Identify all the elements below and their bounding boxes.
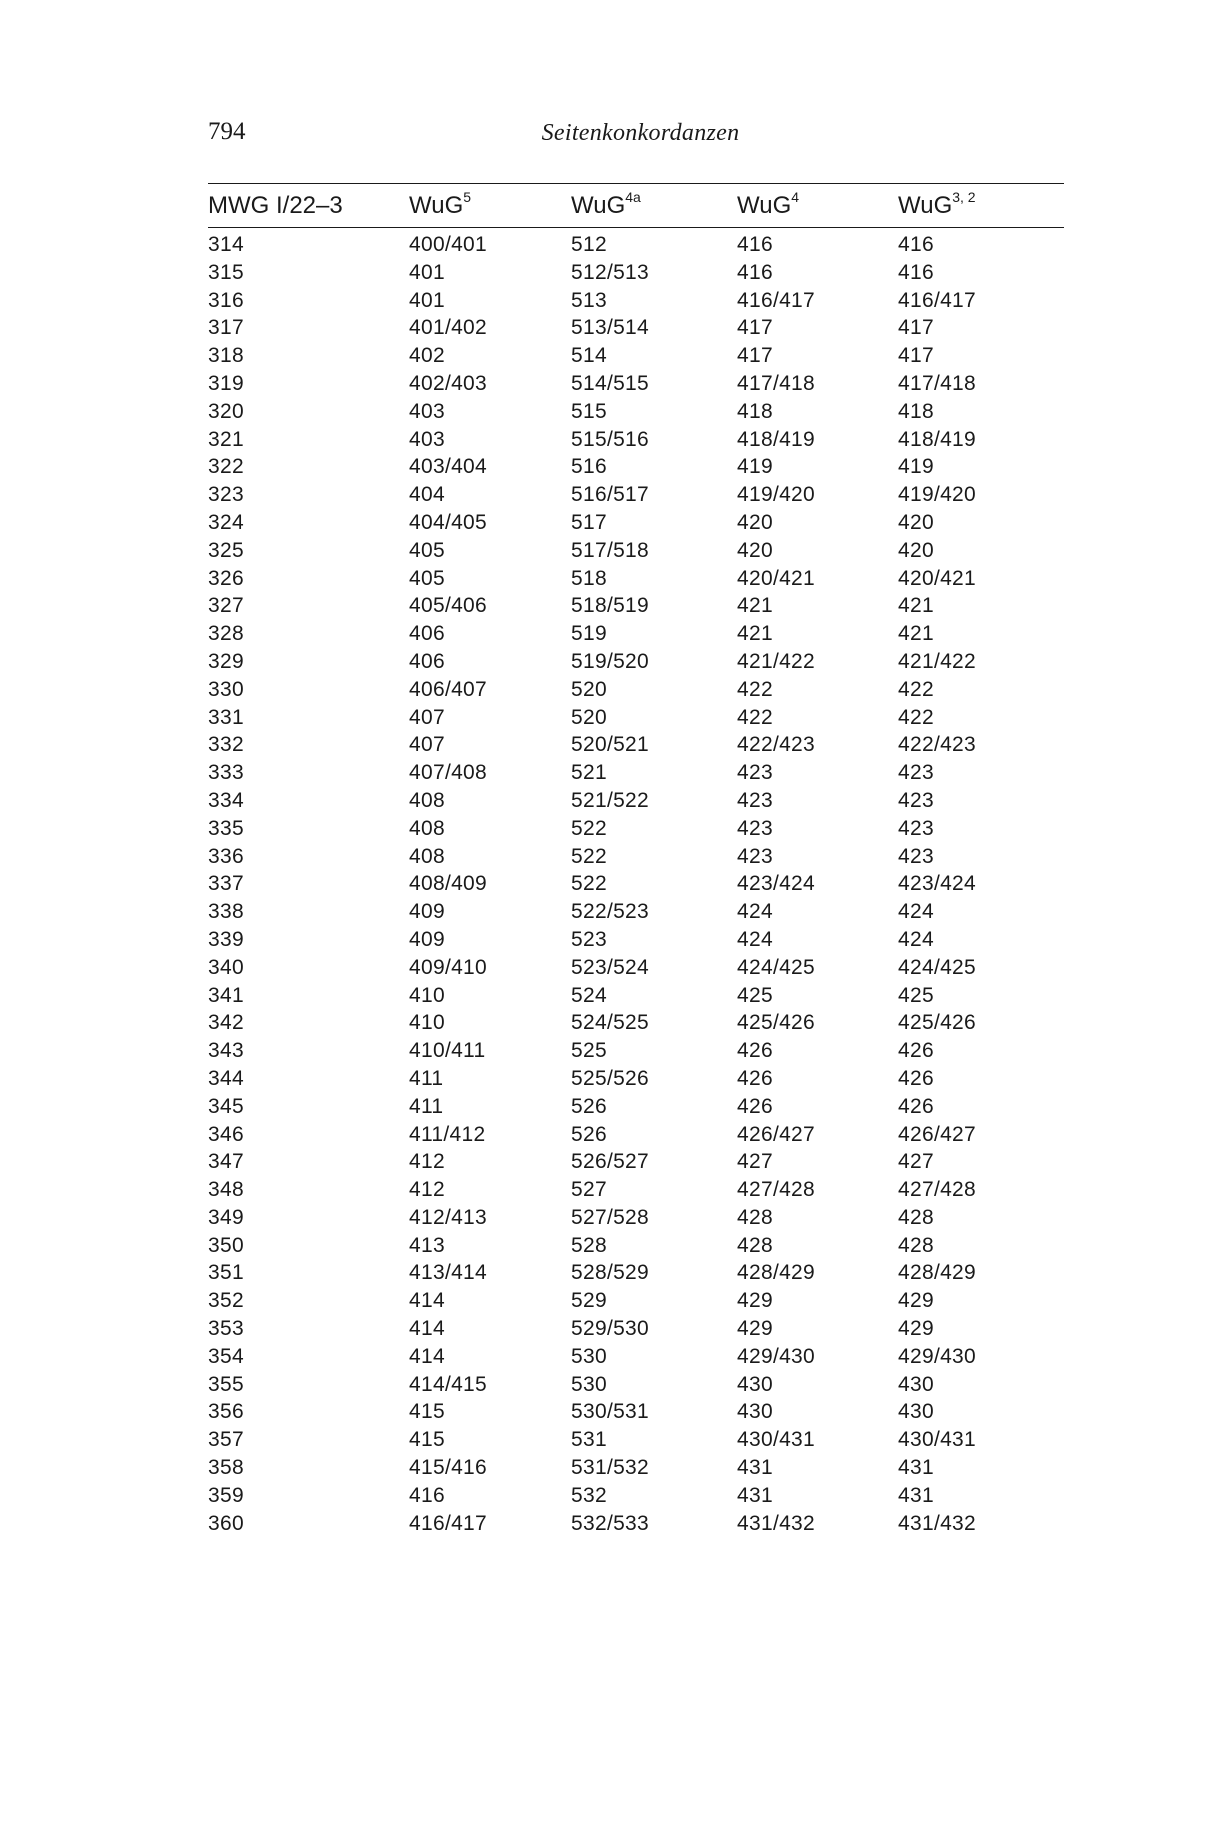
table-row (0, 594, 1221, 622)
table-row (0, 289, 1221, 317)
wug5-page-cell: 410 (409, 983, 445, 1007)
mwg-page-cell: 351 (208, 1261, 244, 1285)
wug4a-page-cell: 523/524 (571, 955, 650, 979)
wug3-2-page-cell: 428/429 (898, 1261, 977, 1285)
mwg-page-cell: 330 (208, 677, 244, 701)
wug4-page-cell: 431/432 (737, 1511, 816, 1535)
wug4a-page-cell: 520 (571, 677, 607, 701)
page-number: 794 (208, 118, 246, 145)
table-header-rule (208, 227, 1064, 228)
wug4a-page-cell: 523 (571, 927, 607, 951)
wug4a-page-cell: 525/526 (571, 1066, 650, 1090)
table-row (0, 1123, 1221, 1151)
wug4-page-cell: 430/431 (737, 1428, 816, 1452)
table-row (0, 1345, 1221, 1373)
wug4-page-cell: 419/420 (737, 483, 816, 507)
mwg-page-cell: 333 (208, 761, 244, 785)
table-row (0, 483, 1221, 511)
table-row (0, 1317, 1221, 1345)
wug5-page-cell: 402/403 (409, 371, 488, 395)
wug4a-page-cell: 516 (571, 455, 607, 479)
mwg-page-cell: 325 (208, 538, 244, 562)
table-row (0, 1095, 1221, 1123)
wug4a-page-cell: 529/530 (571, 1317, 650, 1341)
mwg-page-cell: 322 (208, 455, 244, 479)
mwg-page-cell: 344 (208, 1066, 244, 1090)
column-header-wug4a: WuG$^{4a}$ (571, 189, 641, 219)
mwg-page-cell: 343 (208, 1039, 244, 1063)
mwg-page-cell: 346 (208, 1122, 244, 1146)
wug5-page-cell: 416 (409, 1483, 445, 1507)
table-row (0, 622, 1221, 650)
wug5-page-cell: 415 (409, 1428, 445, 1452)
mwg-page-cell: 353 (208, 1317, 244, 1341)
wug5-page-cell: 408 (409, 816, 445, 840)
column-header-wug4: WuG$^4$ (737, 189, 800, 219)
wug3-2-page-cell: 429/430 (898, 1344, 977, 1368)
wug3-2-page-cell: 420 (898, 538, 934, 562)
wug3-2-page-cell: 430 (898, 1372, 934, 1396)
wug5-page-cell: 401/402 (409, 316, 488, 340)
mwg-page-cell: 336 (208, 844, 244, 868)
wug4a-page-cell: 521 (571, 761, 607, 785)
table-row (0, 567, 1221, 595)
table-row (0, 1512, 1221, 1540)
mwg-page-cell: 319 (208, 371, 244, 395)
wug4a-page-cell: 515/516 (571, 427, 650, 451)
mwg-page-cell: 355 (208, 1372, 244, 1396)
wug3-2-page-cell: 426 (898, 1094, 934, 1118)
mwg-page-cell: 317 (208, 316, 244, 340)
wug5-page-cell: 413/414 (409, 1261, 488, 1285)
wug3-2-page-cell: 429 (898, 1289, 934, 1313)
wug4a-page-cell: 517 (571, 510, 607, 534)
wug3-2-page-cell: 418 (898, 399, 934, 423)
wug4a-page-cell: 532/533 (571, 1511, 650, 1535)
wug4-page-cell: 423 (737, 816, 773, 840)
wug4-page-cell: 421 (737, 594, 773, 618)
mwg-page-cell: 326 (208, 566, 244, 590)
wug5-page-cell: 406 (409, 649, 445, 673)
wug4-page-cell: 431 (737, 1483, 773, 1507)
wug4a-page-cell: 527/528 (571, 1205, 650, 1229)
wug5-page-cell: 406 (409, 622, 445, 646)
wug3-2-page-cell: 428 (898, 1205, 934, 1229)
wug4-page-cell: 420 (737, 510, 773, 534)
wug3-2-page-cell: 423/424 (898, 872, 977, 896)
wug4a-page-cell: 522 (571, 872, 607, 896)
wug4-page-cell: 426 (737, 1039, 773, 1063)
mwg-page-cell: 335 (208, 816, 244, 840)
table-row (0, 1261, 1221, 1289)
mwg-page-cell: 354 (208, 1344, 244, 1368)
wug4-page-cell: 422 (737, 705, 773, 729)
table-row (0, 1289, 1221, 1317)
wug4a-page-cell: 526/527 (571, 1150, 650, 1174)
wug4-page-cell: 416/417 (737, 288, 816, 312)
wug4a-page-cell: 531 (571, 1428, 607, 1452)
table-row (0, 539, 1221, 567)
table-row (0, 761, 1221, 789)
mwg-page-cell: 321 (208, 427, 244, 451)
wug5-page-cell: 410/411 (409, 1039, 486, 1063)
wug3-2-page-cell: 426 (898, 1066, 934, 1090)
wug4-page-cell: 422 (737, 677, 773, 701)
wug5-page-cell: 408 (409, 788, 445, 812)
wug5-page-cell: 404/405 (409, 510, 488, 534)
mwg-page-cell: 327 (208, 594, 244, 618)
table-row (0, 1428, 1221, 1456)
table-row (0, 1234, 1221, 1262)
wug4a-page-cell: 530 (571, 1344, 607, 1368)
wug4-page-cell: 417/418 (737, 371, 816, 395)
wug4-page-cell: 428/429 (737, 1261, 816, 1285)
column-header-mwg: MWG I/22–3 (208, 192, 343, 219)
wug5-page-cell: 411/412 (409, 1122, 486, 1146)
wug4-page-cell: 427/428 (737, 1178, 816, 1202)
wug4-page-cell: 417 (737, 316, 773, 340)
mwg-page-cell: 316 (208, 288, 244, 312)
wug5-page-cell: 403/404 (409, 455, 488, 479)
table-row (0, 928, 1221, 956)
table-row (0, 1206, 1221, 1234)
mwg-page-cell: 338 (208, 900, 244, 924)
wug4a-page-cell: 530/531 (571, 1400, 650, 1424)
wug4-page-cell: 427 (737, 1150, 773, 1174)
wug4-page-cell: 426 (737, 1066, 773, 1090)
mwg-page-cell: 320 (208, 399, 244, 423)
wug5-page-cell: 416/417 (409, 1511, 488, 1535)
wug3-2-page-cell: 422 (898, 705, 934, 729)
wug3-2-page-cell: 417 (898, 316, 934, 340)
wug4a-page-cell: 520 (571, 705, 607, 729)
mwg-page-cell: 332 (208, 733, 244, 757)
mwg-page-cell: 357 (208, 1428, 244, 1452)
wug4-page-cell: 430 (737, 1372, 773, 1396)
wug4a-page-cell: 524/525 (571, 1011, 650, 1035)
wug3-2-page-cell: 424 (898, 900, 934, 924)
wug4a-page-cell: 528/529 (571, 1261, 650, 1285)
wug5-page-cell: 405 (409, 538, 445, 562)
wug5-page-cell: 402 (409, 344, 445, 368)
wug5-page-cell: 409 (409, 927, 445, 951)
table-row (0, 872, 1221, 900)
table-body (0, 233, 1221, 1539)
wug5-page-cell: 407/408 (409, 761, 488, 785)
table-row (0, 428, 1221, 456)
wug4-page-cell: 429 (737, 1317, 773, 1341)
wug3-2-page-cell: 426/427 (898, 1122, 977, 1146)
wug4-page-cell: 425/426 (737, 1011, 816, 1035)
wug5-page-cell: 405 (409, 566, 445, 590)
wug4-page-cell: 417 (737, 344, 773, 368)
table-row (0, 1400, 1221, 1428)
wug4-page-cell: 428 (737, 1233, 773, 1257)
wug5-page-cell: 411 (409, 1094, 444, 1118)
wug3-2-page-cell: 425/426 (898, 1011, 977, 1035)
wug3-2-page-cell: 423 (898, 816, 934, 840)
wug5-page-cell: 403 (409, 427, 445, 451)
table-row (0, 984, 1221, 1012)
wug5-page-cell: 413 (409, 1233, 445, 1257)
wug5-page-cell: 414 (409, 1344, 445, 1368)
wug5-page-cell: 405/406 (409, 594, 488, 618)
table-row (0, 1373, 1221, 1401)
wug4a-page-cell: 529 (571, 1289, 607, 1313)
wug5-page-cell: 409 (409, 900, 445, 924)
wug4a-page-cell: 525 (571, 1039, 607, 1063)
wug4a-page-cell: 527 (571, 1178, 607, 1202)
wug3-2-page-cell: 423 (898, 788, 934, 812)
wug4a-page-cell: 522 (571, 816, 607, 840)
wug3-2-page-cell: 428 (898, 1233, 934, 1257)
wug4-page-cell: 420 (737, 538, 773, 562)
wug5-page-cell: 414 (409, 1317, 445, 1341)
wug5-page-cell: 406/407 (409, 677, 488, 701)
wug4a-page-cell: 522 (571, 844, 607, 868)
table-row (0, 400, 1221, 428)
mwg-page-cell: 329 (208, 649, 244, 673)
wug3-2-page-cell: 420/421 (898, 566, 977, 590)
table-row (0, 455, 1221, 483)
mwg-page-cell: 314 (208, 233, 244, 256)
wug4-page-cell: 424 (737, 900, 773, 924)
wug4a-page-cell: 513 (571, 288, 607, 312)
table-row (0, 733, 1221, 761)
wug5-page-cell: 412/413 (409, 1205, 488, 1229)
wug4a-page-cell: 513/514 (571, 316, 650, 340)
table-row (0, 845, 1221, 873)
wug5-page-cell: 411 (409, 1066, 444, 1090)
wug5-page-cell: 407 (409, 733, 445, 757)
wug4a-page-cell: 520/521 (571, 733, 650, 757)
table-row (0, 1067, 1221, 1095)
wug4-page-cell: 430 (737, 1400, 773, 1424)
table-row (0, 261, 1221, 289)
wug4a-page-cell: 531/532 (571, 1456, 650, 1480)
column-header-wug5: WuG$^5$ (409, 189, 472, 219)
mwg-page-cell: 342 (208, 1011, 244, 1035)
wug4-page-cell: 416 (737, 260, 773, 284)
wug4-page-cell: 423 (737, 788, 773, 812)
wug4-page-cell: 418 (737, 399, 773, 423)
wug5-page-cell: 409/410 (409, 955, 488, 979)
wug3-2-page-cell: 430/431 (898, 1428, 977, 1452)
wug4-page-cell: 421/422 (737, 649, 816, 673)
wug4a-page-cell: 528 (571, 1233, 607, 1257)
wug4a-page-cell: 526 (571, 1122, 607, 1146)
wug4a-page-cell: 530 (571, 1372, 607, 1396)
wug3-2-page-cell: 430 (898, 1400, 934, 1424)
mwg-page-cell: 349 (208, 1205, 244, 1229)
wug4a-page-cell: 514 (571, 344, 607, 368)
table-row (0, 817, 1221, 845)
wug4-page-cell: 424/425 (737, 955, 816, 979)
mwg-page-cell: 352 (208, 1289, 244, 1313)
wug4a-page-cell: 524 (571, 983, 607, 1007)
wug3-2-page-cell: 419/420 (898, 483, 977, 507)
wug3-2-page-cell: 416/417 (898, 288, 977, 312)
mwg-page-cell: 356 (208, 1400, 244, 1424)
wug5-page-cell: 414 (409, 1289, 445, 1313)
running-title: Seitenkonkordanzen (541, 120, 740, 146)
table-header-row (0, 191, 1221, 221)
wug5-page-cell: 403 (409, 399, 445, 423)
table-row (0, 1484, 1221, 1512)
table-row (0, 789, 1221, 817)
mwg-page-cell: 350 (208, 1233, 244, 1257)
wug4-page-cell: 426 (737, 1094, 773, 1118)
wug4a-page-cell: 517/518 (571, 538, 650, 562)
wug3-2-page-cell: 422/423 (898, 733, 977, 757)
wug3-2-page-cell: 431/432 (898, 1511, 977, 1535)
mwg-page-cell: 345 (208, 1094, 244, 1118)
wug4a-page-cell: 515 (571, 399, 607, 423)
wug5-page-cell: 412 (409, 1178, 445, 1202)
table-top-rule (208, 183, 1064, 184)
wug5-page-cell: 414/415 (409, 1372, 488, 1396)
wug4-page-cell: 418/419 (737, 427, 816, 451)
wug4-page-cell: 428 (737, 1205, 773, 1229)
table-row (0, 678, 1221, 706)
wug5-page-cell: 407 (409, 705, 445, 729)
table-row (0, 1456, 1221, 1484)
mwg-page-cell: 337 (208, 872, 244, 896)
mwg-page-cell: 347 (208, 1150, 244, 1174)
wug4-page-cell: 424 (737, 927, 773, 951)
table-row (0, 372, 1221, 400)
wug3-2-page-cell: 427/428 (898, 1178, 977, 1202)
wug4-page-cell: 420/421 (737, 566, 816, 590)
wug3-2-page-cell: 417/418 (898, 371, 977, 395)
wug3-2-page-cell: 431 (898, 1483, 934, 1507)
table-row (0, 511, 1221, 539)
wug3-2-page-cell: 427 (898, 1150, 934, 1174)
wug3-2-page-cell: 423 (898, 761, 934, 785)
wug4a-page-cell: 518 (571, 566, 607, 590)
table-row (0, 344, 1221, 372)
wug4-page-cell: 429 (737, 1289, 773, 1313)
wug4a-page-cell: 532 (571, 1483, 607, 1507)
table-row (0, 1150, 1221, 1178)
table-row (0, 706, 1221, 734)
wug4-page-cell: 425 (737, 983, 773, 1007)
wug3-2-page-cell: 423 (898, 844, 934, 868)
wug3-2-page-cell: 429 (898, 1317, 934, 1341)
wug4-page-cell: 429/430 (737, 1344, 816, 1368)
wug4a-page-cell: 518/519 (571, 594, 650, 618)
mwg-page-cell: 323 (208, 483, 244, 507)
table-row (0, 1178, 1221, 1206)
wug4a-page-cell: 521/522 (571, 788, 650, 812)
wug3-2-page-cell: 424 (898, 927, 934, 951)
wug3-2-page-cell: 416 (898, 233, 934, 256)
wug4-page-cell: 423/424 (737, 872, 816, 896)
table-row (0, 900, 1221, 928)
wug5-page-cell: 408/409 (409, 872, 488, 896)
wug4a-page-cell: 514/515 (571, 371, 650, 395)
wug3-2-page-cell: 422 (898, 677, 934, 701)
wug4a-page-cell: 516/517 (571, 483, 650, 507)
wug5-page-cell: 410 (409, 1011, 445, 1035)
mwg-page-cell: 360 (208, 1511, 244, 1535)
mwg-page-cell: 315 (208, 260, 244, 284)
mwg-page-cell: 324 (208, 510, 244, 534)
wug3-2-page-cell: 425 (898, 983, 934, 1007)
wug4-page-cell: 419 (737, 455, 773, 479)
wug3-2-page-cell: 420 (898, 510, 934, 534)
table-row (0, 650, 1221, 678)
mwg-page-cell: 359 (208, 1483, 244, 1507)
wug5-page-cell: 415/416 (409, 1456, 488, 1480)
table-row (0, 1039, 1221, 1067)
mwg-page-cell: 328 (208, 622, 244, 646)
wug4a-page-cell: 512/513 (571, 260, 650, 284)
wug3-2-page-cell: 424/425 (898, 955, 977, 979)
mwg-page-cell: 318 (208, 344, 244, 368)
mwg-page-cell: 334 (208, 788, 244, 812)
mwg-page-cell: 331 (208, 705, 244, 729)
wug4-page-cell: 421 (737, 622, 773, 646)
table-row (0, 956, 1221, 984)
wug3-2-page-cell: 417 (898, 344, 934, 368)
wug4-page-cell: 423 (737, 761, 773, 785)
wug3-2-page-cell: 419 (898, 455, 934, 479)
wug4a-page-cell: 519/520 (571, 649, 650, 673)
wug4-page-cell: 431 (737, 1456, 773, 1480)
wug3-2-page-cell: 418/419 (898, 427, 977, 451)
wug4-page-cell: 416 (737, 233, 773, 256)
mwg-page-cell: 348 (208, 1178, 244, 1202)
wug3-2-page-cell: 431 (898, 1456, 934, 1480)
wug5-page-cell: 412 (409, 1150, 445, 1174)
wug3-2-page-cell: 426 (898, 1039, 934, 1063)
mwg-page-cell: 358 (208, 1456, 244, 1480)
column-header-wug3-2: WuG$^{3, 2}$ (898, 189, 976, 219)
wug5-page-cell: 408 (409, 844, 445, 868)
table-row (0, 233, 1221, 261)
table-row (0, 1011, 1221, 1039)
wug3-2-page-cell: 421 (898, 622, 934, 646)
wug4-page-cell: 423 (737, 844, 773, 868)
wug5-page-cell: 401 (409, 260, 445, 284)
wug4a-page-cell: 519 (571, 622, 607, 646)
wug5-page-cell: 401 (409, 288, 445, 312)
wug5-page-cell: 400/401 (409, 233, 488, 256)
mwg-page-cell: 340 (208, 955, 244, 979)
wug4a-page-cell: 522/523 (571, 900, 650, 924)
wug5-page-cell: 415 (409, 1400, 445, 1424)
wug3-2-page-cell: 416 (898, 260, 934, 284)
wug4-page-cell: 426/427 (737, 1122, 816, 1146)
wug3-2-page-cell: 421 (898, 594, 934, 618)
wug4a-page-cell: 526 (571, 1094, 607, 1118)
wug4a-page-cell: 512 (571, 233, 607, 256)
wug4-page-cell: 422/423 (737, 733, 816, 757)
wug5-page-cell: 404 (409, 483, 445, 507)
table-row (0, 316, 1221, 344)
mwg-page-cell: 339 (208, 927, 244, 951)
mwg-page-cell: 341 (208, 983, 244, 1007)
wug3-2-page-cell: 421/422 (898, 649, 977, 673)
